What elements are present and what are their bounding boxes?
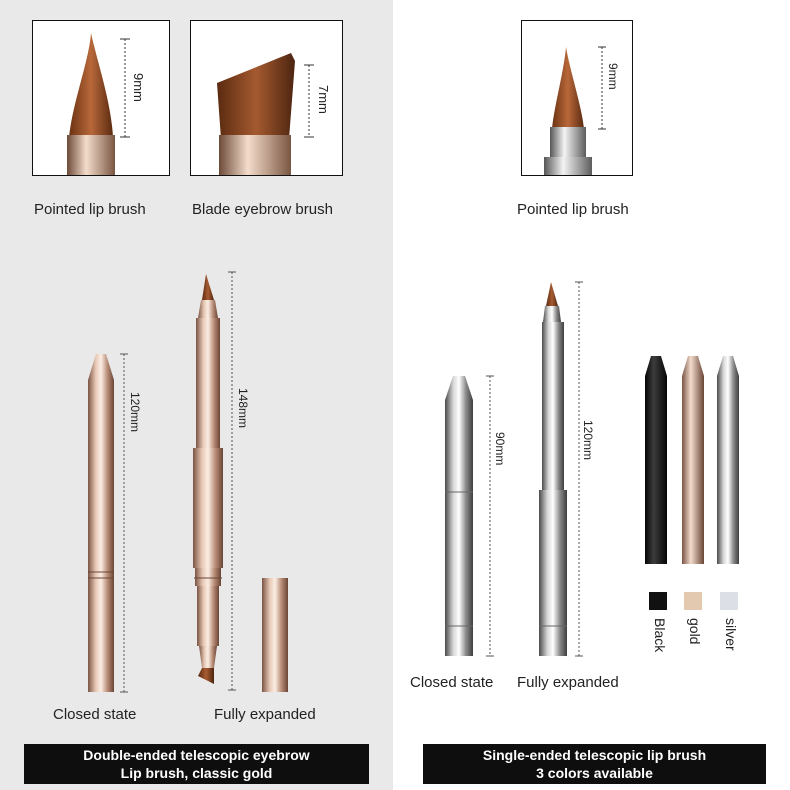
thumbnail-caption: Pointed lip brush bbox=[34, 201, 146, 218]
color-name: gold bbox=[687, 618, 703, 645]
color-name: silver bbox=[723, 618, 739, 651]
silver-brush-products-image bbox=[393, 0, 790, 790]
product-title-banner bbox=[24, 744, 369, 784]
color-swatch-gold bbox=[684, 592, 702, 610]
left-product-panel bbox=[0, 0, 393, 790]
closed-state-caption: Closed state bbox=[53, 706, 137, 723]
banner-line-2: 3 colors available bbox=[536, 765, 653, 781]
expanded-length-label: 120mm bbox=[581, 420, 595, 461]
closed-length-label: 120mm bbox=[128, 392, 142, 433]
thumbnail-caption: Pointed lip brush bbox=[517, 201, 629, 218]
color-swatch-black bbox=[649, 592, 667, 610]
banner-line-1: Single-ended telescopic lip brush bbox=[482, 747, 707, 763]
expanded-length-label: 148mm bbox=[236, 388, 250, 429]
gold-brush-products-image bbox=[0, 0, 393, 790]
right-product-panel bbox=[393, 0, 790, 790]
thumbnail-measure-label: 7mm bbox=[316, 85, 331, 114]
thumbnail-measure-label: 9mm bbox=[606, 63, 620, 90]
fully-expanded-caption: Fully expanded bbox=[517, 674, 619, 691]
banner-line-2: Lip brush, classic gold bbox=[120, 765, 273, 781]
fully-expanded-caption: Fully expanded bbox=[214, 706, 316, 723]
product-title-banner bbox=[423, 744, 766, 784]
thumbnail-measure-label: 9mm bbox=[131, 73, 146, 102]
banner-line-1: Double-ended telescopic eyebrow bbox=[83, 747, 310, 763]
thumbnail-caption: Blade eyebrow brush bbox=[192, 201, 333, 218]
color-swatch-silver bbox=[720, 592, 738, 610]
color-name: Black bbox=[652, 618, 668, 653]
closed-state-caption: Closed state bbox=[410, 674, 494, 691]
closed-length-label: 90mm bbox=[493, 432, 507, 466]
